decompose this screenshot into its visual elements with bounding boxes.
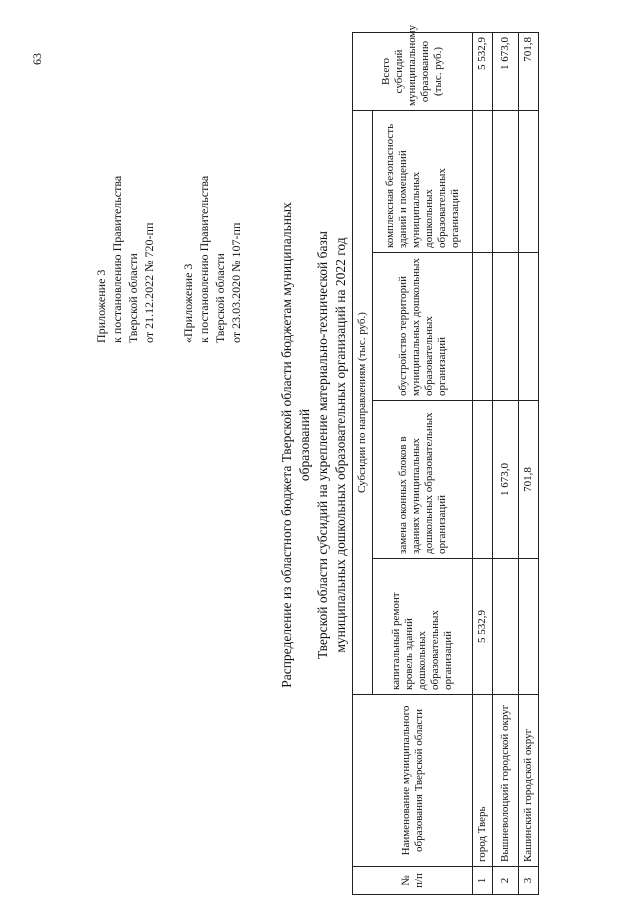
row-roof: 5 532,9 [473, 559, 493, 695]
header-territory: обустройство территорий муниципальных дошкольных образовательных организаций [373, 253, 473, 401]
appendix-line: от 23.03.2020 № 107-пп [229, 222, 243, 343]
table-row [473, 33, 493, 895]
row-security [519, 111, 539, 253]
row-roof [519, 559, 539, 695]
appendix-line: Приложение 3 [94, 269, 108, 343]
row-name: город Тверь [473, 695, 493, 867]
row-windows: 701,8 [519, 401, 539, 559]
row-windows [473, 401, 493, 559]
row-total: 701,8 [519, 33, 539, 111]
row-security [473, 111, 493, 253]
appendix-line: Тверской области [126, 253, 140, 343]
row-num: 2 [493, 867, 519, 895]
header-roof-repair: капитальный ремонт кровель зданий дошкольных образовательных организаций [373, 559, 473, 695]
subsidy-table [352, 24, 539, 895]
row-name: Кашинский городской округ [519, 695, 539, 867]
header-name: Наименование муниципального образования Тверской области [353, 695, 473, 867]
header-num: № п/п [353, 867, 473, 895]
row-territory [493, 253, 519, 401]
appendix-line: к постановлению Правительства [197, 175, 211, 343]
row-name: Вышневолоцкий городской округ [493, 695, 519, 867]
title-line: Тверской области субсидий на укрепление материально-технической базы [315, 231, 330, 659]
appendix-line: Тверской области [213, 253, 227, 343]
document-title [278, 165, 350, 725]
header-window-replacement: замена оконных блоков в зданиях муниципальных дошкольных образовательных организаций [373, 401, 473, 559]
appendix-line: от 21.12.2022 № 720-пп [142, 222, 156, 343]
row-total: 5 532,9 [473, 33, 493, 111]
table-row [493, 33, 519, 895]
page-number: 63 [30, 53, 44, 65]
appendix-previous [180, 176, 244, 343]
header-security: комплексная безопасность зданий и помещений муниципальных дошкольных образовательных организаций [373, 111, 473, 253]
row-windows: 1 673,0 [493, 401, 519, 559]
row-num: 1 [473, 867, 493, 895]
row-territory [519, 253, 539, 401]
appendix-current [93, 176, 157, 343]
table-row [519, 33, 539, 895]
row-security [493, 111, 519, 253]
row-territory [473, 253, 493, 401]
appendix-line: «Приложение 3 [181, 263, 195, 343]
row-num: 3 [519, 867, 539, 895]
header-total: Всего субсидий муниципальному образованию (тыс. руб.) [353, 33, 473, 111]
title-line: муниципальных дошкольных образовательных организаций на 2022 год [333, 237, 348, 653]
row-total: 1 673,0 [493, 33, 519, 111]
header-subsidy-group: Субсидии по направлениям (тыс. руб.) [353, 111, 373, 695]
appendix-line: к постановлению Правительства [110, 175, 124, 343]
row-roof [493, 559, 519, 695]
title-line: Распределение из областного бюджета Тверской области бюджетам муниципальных образований [279, 202, 312, 688]
